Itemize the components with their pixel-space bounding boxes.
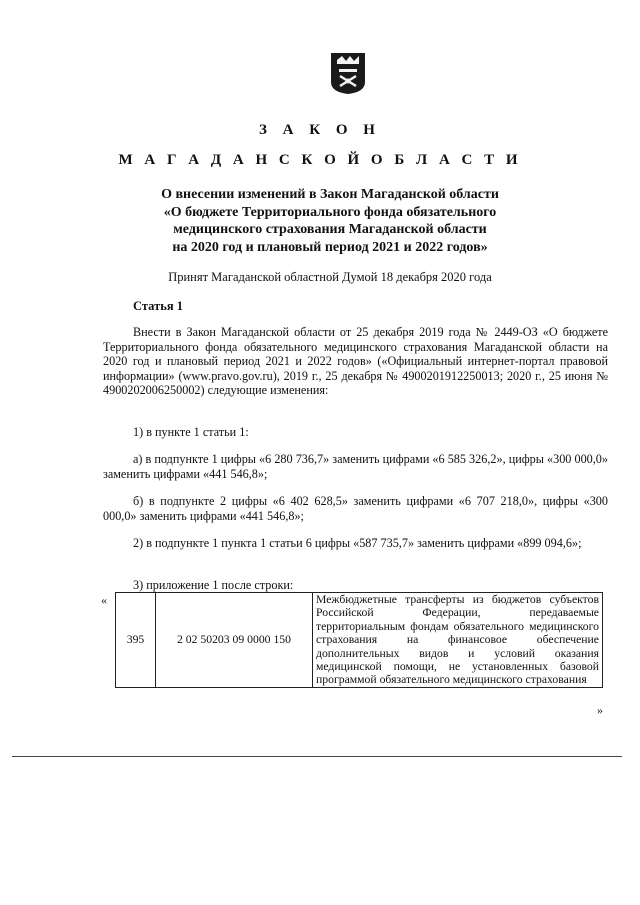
adoption-date: Принят Магаданской областной Думой 18 декабря 2020 года <box>168 270 492 284</box>
region-title: М А Г А Д А Н С К О Й О Б Л А С Т И <box>118 152 522 168</box>
open-quote: « <box>101 593 107 607</box>
law-subtitle <box>100 186 560 256</box>
close-quote: » <box>597 703 603 717</box>
law-title: З А К О Н <box>259 122 381 138</box>
table-cell-code: 395 <box>116 593 156 688</box>
subtitle-line: медицинского страхования Магаданской области <box>173 222 487 237</box>
table-cell-description: Межбюджетные трансферты из бюджетов субъектов Российской Федерации, передаваемые территориальным фондам обязательного медицинского страхования на финансовое обеспечение дополнительных видов и условий оказания медицинской помощи, не установленных базовой программой обязательного медицинского страхования <box>313 593 603 688</box>
page-divider <box>12 756 622 757</box>
table-row <box>116 593 603 688</box>
item-3: 3) приложение 1 после строки: <box>133 578 294 592</box>
item-2: 2) в подпункте 1 пункта 1 статьи 6 цифры «587 735,7» заменить цифрами «899 094,6»; <box>133 536 582 550</box>
item-1b: б) в подпункте 2 цифры «6 402 628,5» заменить цифрами «6 707 218,0», цифры «300 000,0» заменить цифрами «441 546,8»; <box>103 494 608 523</box>
coat-of-arms-emblem <box>330 52 366 95</box>
article-heading: Статья 1 <box>133 299 183 313</box>
budget-table <box>115 592 603 688</box>
table-cell-kbk: 2 02 50203 09 0000 150 <box>156 593 313 688</box>
subtitle-line: О внесении изменений в Закон Магаданской области <box>161 187 499 202</box>
subtitle-line: на 2020 год и плановый период 2021 и 2022 годов» <box>172 239 488 255</box>
subtitle-line: «О бюджете Территориального фонда обязательного <box>163 204 497 220</box>
item-1: 1) в пункте 1 статьи 1: <box>133 425 249 439</box>
item-1a: а) в подпункте 1 цифры «6 280 736,7» заменить цифрами «6 585 326,2», цифры «300 000,0» заменить цифрами «441 546,8»; <box>103 452 608 481</box>
intro-paragraph: Внести в Закон Магаданской области от 25 декабря 2019 года № 2449-ОЗ «О бюджете Территориального фонда обязательного медицинского страхования Магаданской области на 2020 год и плановый период 2021 и 2022 годов» («Официальный интернет-портал правовой информации» (www.pravo.gov.ru), 2019 г., 25 декабря № 4900201912250013; 2020 г., 25 июня № 4900202006250002) следующие изменения: <box>103 325 608 398</box>
